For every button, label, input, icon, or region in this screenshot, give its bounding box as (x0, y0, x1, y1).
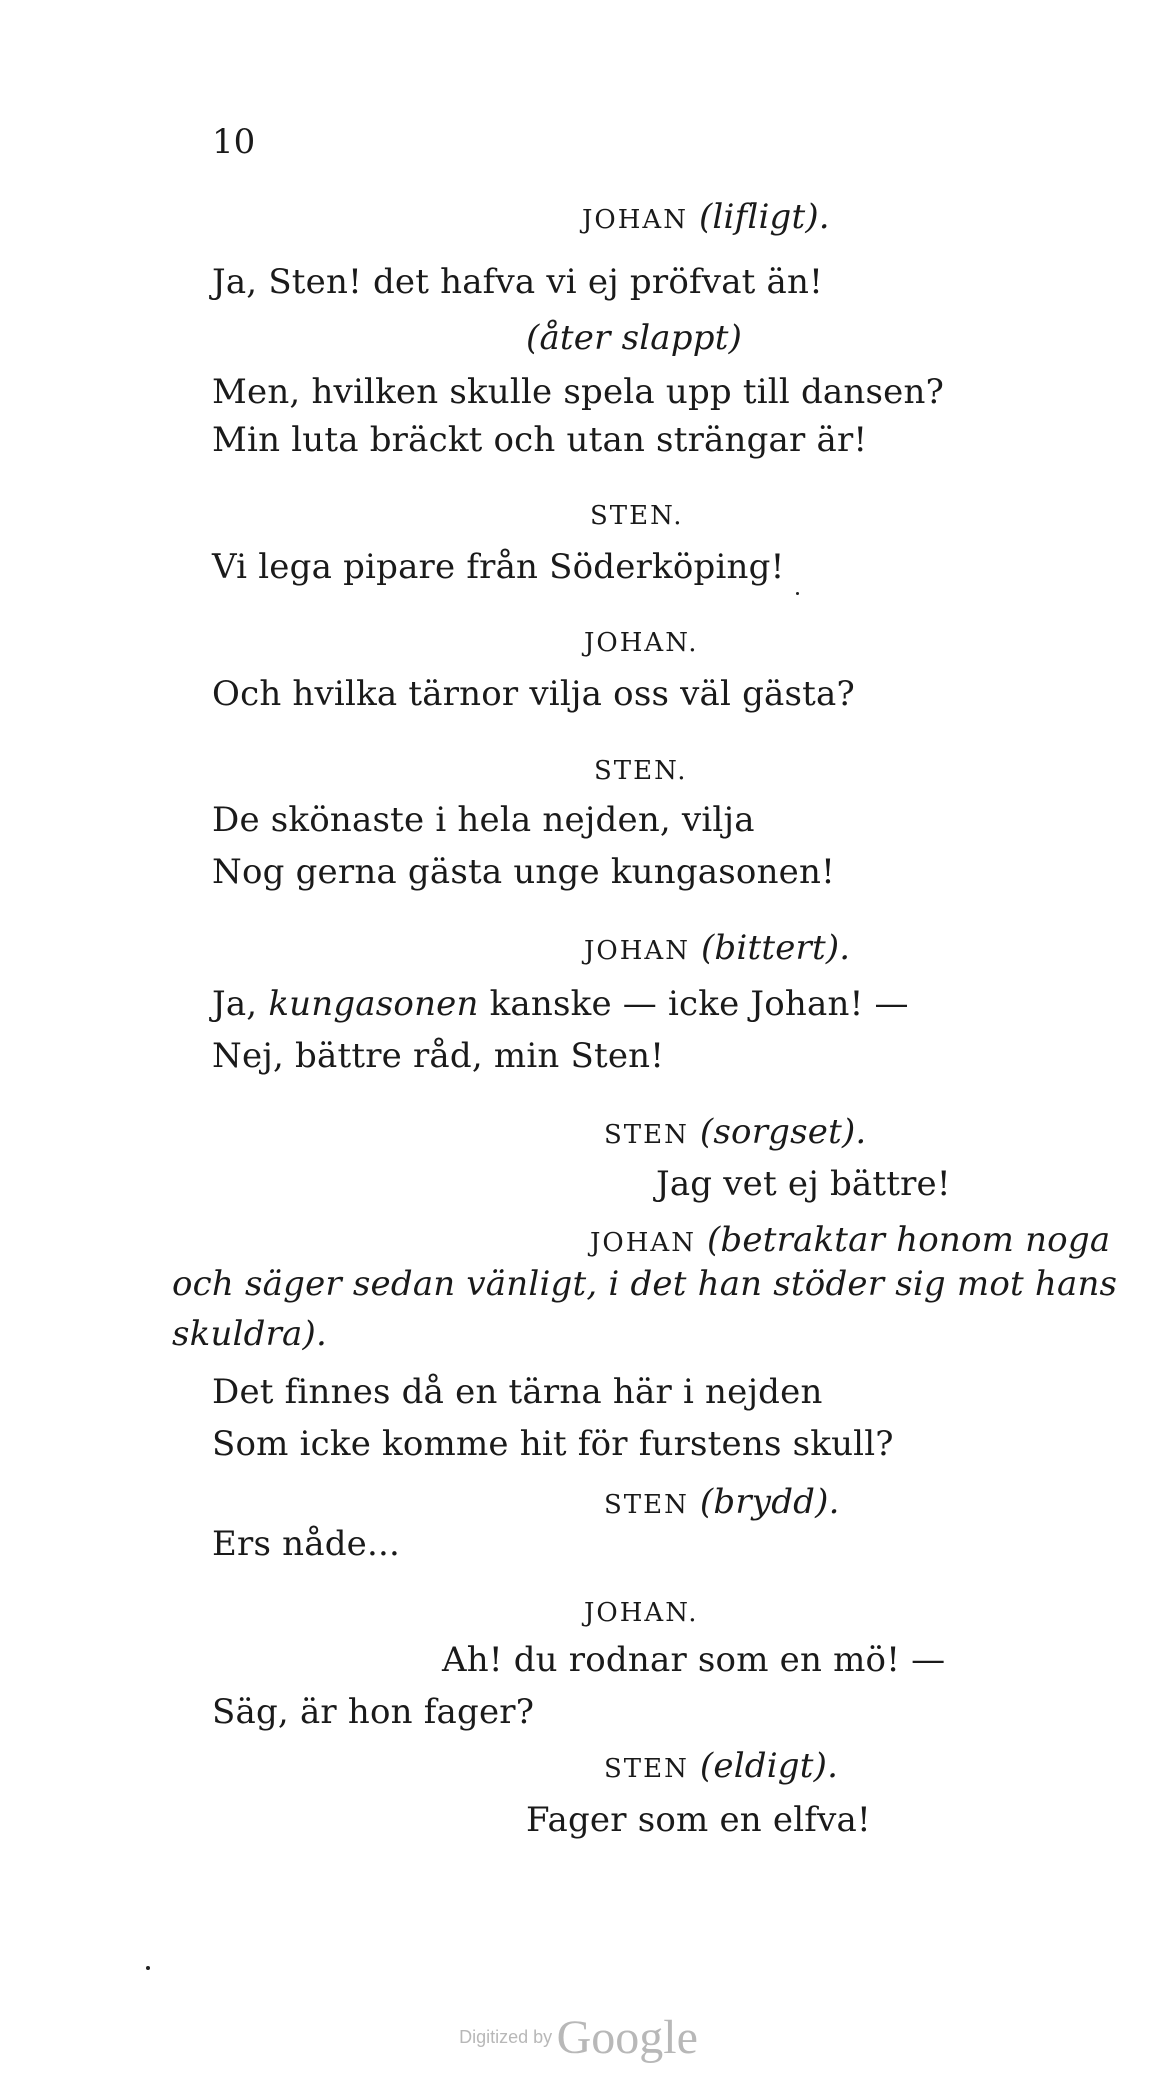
speaker-heading (604, 1482, 840, 1525)
digitized-by-label: Digitized by (459, 2027, 553, 2047)
speaker-name: STEN (604, 1120, 689, 1150)
speaker-heading (584, 1590, 699, 1633)
speaker-heading (590, 493, 683, 536)
speaker-name: JOHAN. (584, 628, 699, 658)
stage-direction: skuldra). (172, 1314, 327, 1354)
verse-line: Nej, bättre råd, min Sten! (212, 1036, 665, 1076)
speaker-name: STEN. (590, 501, 684, 531)
verse-line: Och hvilka tärnor vilja oss väl gästa? (212, 674, 855, 714)
stage-direction: (sorgset). (699, 1112, 867, 1152)
stage-direction: (lifligt). (698, 197, 830, 237)
speaker-heading (584, 620, 699, 663)
speaker-name: JOHAN (582, 205, 688, 235)
verse-line: De skönaste i hela nejden, vilja (212, 800, 755, 840)
speaker-name: STEN. (594, 756, 688, 786)
verse-line: Ja, Sten! det hafva vi ej pröfvat än! (212, 262, 823, 302)
print-speck (796, 592, 799, 595)
speaker-heading (594, 748, 687, 791)
verse-text: Ja, (212, 984, 269, 1024)
verse-line: Ers nåde... (212, 1524, 401, 1564)
digitization-watermark (0, 2010, 1157, 2065)
stage-direction: (bittert). (700, 928, 851, 968)
stage-direction: (åter slappt) (526, 318, 743, 358)
verse-line: Nog gerna gästa unge kungasonen! (212, 852, 835, 892)
speaker-heading (604, 1112, 866, 1155)
speaker-name: JOHAN. (584, 1598, 699, 1628)
verse-line (212, 984, 909, 1024)
speaker-name: STEN (604, 1490, 689, 1520)
stage-direction: (brydd). (699, 1482, 840, 1522)
verse-line: Ah! du rodnar som en mö! — (442, 1640, 946, 1680)
verse-line: Fager som en elfva! (526, 1800, 871, 1840)
stage-direction: (eldigt). (699, 1746, 839, 1786)
verse-line: Men, hvilken skulle spela upp till dansen? (212, 372, 944, 412)
emphasized-word: kungasonen (268, 984, 479, 1024)
verse-line: Vi lega pipare från Söderköping! (212, 547, 785, 587)
speaker-name: STEN (604, 1754, 689, 1784)
stage-direction: och säger sedan vänligt, i det han stöder sig mot hans (172, 1264, 1118, 1304)
speaker-heading (604, 1746, 838, 1789)
verse-line: Säg, är hon fager? (212, 1692, 535, 1732)
google-logo-text: Google (556, 2011, 698, 2064)
speaker-name: JOHAN (590, 1228, 696, 1258)
speaker-heading (584, 928, 850, 971)
verse-line: Som icke komme hit för furstens skull? (212, 1424, 894, 1464)
speaker-heading (582, 197, 830, 240)
page-number: 10 (212, 122, 256, 162)
verse-line: Min luta bräckt och utan strängar är! (212, 420, 868, 460)
stage-direction: (betraktar honom noga (706, 1220, 1111, 1260)
print-speck (146, 1966, 150, 1970)
speaker-name: JOHAN (584, 936, 690, 966)
speaker-heading (590, 1220, 1110, 1263)
verse-line: Jag vet ej bättre! (656, 1164, 951, 1204)
verse-line: Det finnes då en tärna här i nejden (212, 1372, 823, 1412)
verse-text: kanske — icke Johan! — (478, 984, 909, 1024)
